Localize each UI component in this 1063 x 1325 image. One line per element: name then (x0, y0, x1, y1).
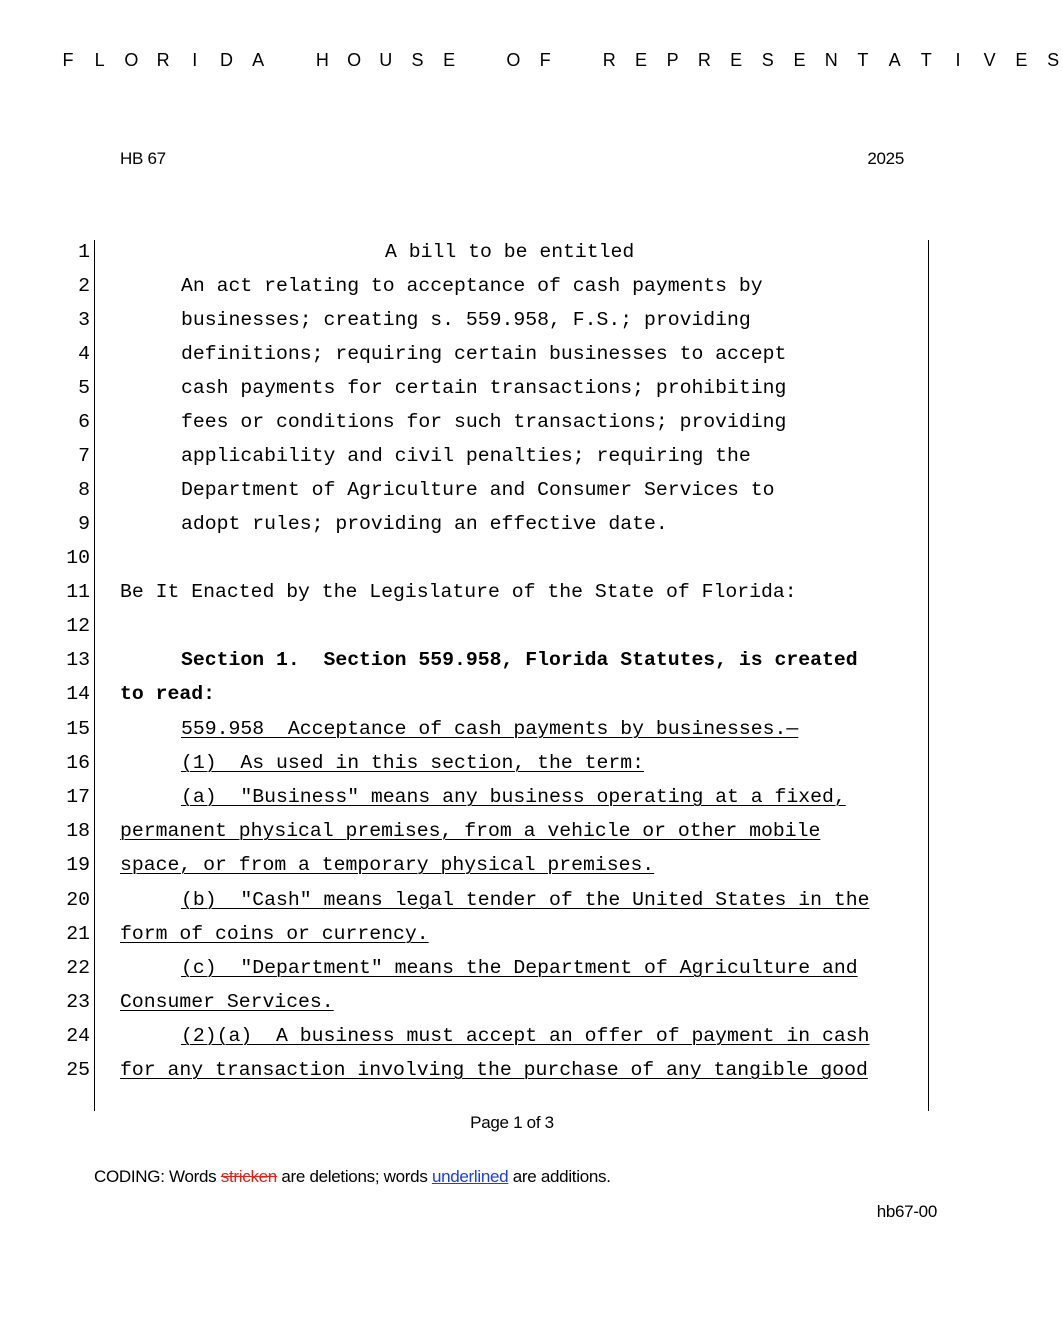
bill-line (0, 371, 1024, 405)
chamber-letter: A (888, 50, 901, 70)
bill-line (0, 609, 1024, 643)
added-text: space, or from a temporary physical premises. (120, 854, 655, 876)
line-text: cash payments for certain transactions; prohibiting (181, 377, 787, 399)
bill-line (0, 780, 1024, 814)
chamber-title (0, 48, 1060, 78)
bill-title: A bill to be entitled (385, 241, 635, 263)
chamber-letter: S (411, 50, 424, 70)
chamber-letter: I (192, 50, 198, 70)
bill-line (0, 746, 1024, 780)
added-text: (a) "Business" means any business operating at a fixed, (181, 786, 846, 808)
document-code: hb67-00 (876, 1202, 937, 1221)
added-text: (b) "Cash" means legal tender of the United States in the (181, 889, 870, 911)
line-number: 21 (66, 923, 90, 945)
line-number: 10 (66, 547, 90, 569)
line-number: 2 (78, 275, 90, 297)
coding-prefix: CODING: Words (94, 1167, 221, 1186)
chamber-letter: R (602, 50, 616, 70)
line-number: 22 (66, 957, 90, 979)
bill-line (0, 235, 1024, 269)
line-number: 12 (66, 615, 90, 637)
line-text: definitions; requiring certain businesses to accept (181, 343, 787, 365)
line-number: 9 (78, 513, 90, 535)
line-number: 16 (66, 752, 90, 774)
bill-year: 2025 (867, 149, 904, 168)
bill-line (0, 917, 1024, 951)
coding-legend (94, 1166, 611, 1188)
chamber-letter: I (955, 50, 961, 70)
line-number: 24 (66, 1025, 90, 1047)
line-text: applicability and civil penalties; requiring the (181, 445, 751, 467)
chamber-letter: R (697, 50, 711, 70)
added-text: form of coins or currency. (120, 923, 429, 945)
chamber-letter: U (379, 50, 393, 70)
bill-line (0, 883, 1024, 917)
chamber-letter: L (94, 50, 105, 70)
chamber-letter: E (443, 50, 456, 70)
bill-line (0, 712, 1024, 746)
bill-line (0, 269, 1024, 303)
bill-line (0, 541, 1024, 575)
line-number: 15 (66, 718, 90, 740)
chamber-letter: H (315, 50, 329, 70)
line-number: 14 (66, 683, 90, 705)
coding-middle: are deletions; words (276, 1167, 432, 1186)
added-text: Consumer Services. (120, 991, 334, 1013)
bill-line (0, 643, 1024, 677)
line-text: Department of Agriculture and Consumer Services to (181, 479, 775, 501)
line-number: 8 (78, 479, 90, 501)
chamber-letter: R (156, 50, 170, 70)
chamber-letter: T (920, 50, 932, 70)
line-number: 13 (66, 649, 90, 671)
added-text: (2)(a) A business must accept an offer of payment in cash (181, 1025, 870, 1047)
enacting-clause: Be It Enacted by the Legislature of the State of Florida: (120, 581, 797, 603)
bill-line (0, 439, 1024, 473)
line-number: 1 (78, 241, 90, 263)
line-number: 4 (78, 343, 90, 365)
line-number: 23 (66, 991, 90, 1013)
page-number: Page 1 of 3 (470, 1113, 554, 1132)
line-number: 20 (66, 889, 90, 911)
coding-suffix: are additions. (508, 1167, 611, 1186)
chamber-letter: E (1015, 50, 1028, 70)
bill-line (0, 1053, 1024, 1087)
bill-line (0, 303, 1024, 337)
line-text: An act relating to acceptance of cash payments by (181, 275, 763, 297)
line-text: fees or conditions for such transactions; providing (181, 411, 787, 433)
added-text: (1) As used in this section, the term: (181, 752, 644, 774)
section-heading: to read: (120, 683, 215, 705)
line-number: 17 (66, 786, 90, 808)
section-heading: Section 1. Section 559.958, Florida Statutes, is created (181, 649, 858, 671)
chamber-letter: S (761, 50, 774, 70)
bill-number: HB 67 (120, 149, 166, 168)
chamber-letter: O (124, 50, 139, 70)
line-text: adopt rules; providing an effective date. (181, 513, 668, 535)
chamber-letter: N (824, 50, 838, 70)
line-number: 6 (78, 411, 90, 433)
chamber-letter: A (252, 50, 265, 70)
chamber-letter: E (793, 50, 806, 70)
bill-line (0, 951, 1024, 985)
chamber-letter: E (730, 50, 743, 70)
chamber-letter: P (666, 50, 679, 70)
added-text: 559.958 Acceptance of cash payments by businesses.— (181, 718, 799, 740)
chamber-letter: D (220, 50, 233, 70)
bill-line (0, 985, 1024, 1019)
bill-line (0, 814, 1024, 848)
added-text: permanent physical premises, from a vehicle or other mobile (120, 820, 821, 842)
line-number: 25 (66, 1059, 90, 1081)
chamber-letter: T (857, 50, 869, 70)
bill-line (0, 1019, 1024, 1053)
chamber-letter: O (347, 50, 362, 70)
bill-line (0, 337, 1024, 371)
bill-line (0, 575, 1024, 609)
bill-line (0, 473, 1024, 507)
added-text: (c) "Department" means the Department of Agriculture and (181, 957, 858, 979)
bill-line (0, 848, 1024, 882)
line-number: 5 (78, 377, 90, 399)
chamber-letter: F (539, 50, 551, 70)
bill-line (0, 507, 1024, 541)
chamber-letter: V (983, 50, 996, 70)
bill-line (0, 677, 1024, 711)
chamber-letter: E (634, 50, 647, 70)
chamber-letter: F (62, 50, 74, 70)
added-text: for any transaction involving the purchase of any tangible good (120, 1059, 868, 1081)
line-text: businesses; creating s. 559.958, F.S.; providing (181, 309, 751, 331)
line-number: 11 (66, 581, 90, 603)
line-number: 19 (66, 854, 90, 876)
chamber-letter: S (1047, 50, 1060, 70)
line-number: 7 (78, 445, 90, 467)
chamber-letter: O (506, 50, 521, 70)
bill-line (0, 405, 1024, 439)
line-number: 18 (66, 820, 90, 842)
coding-stricken-sample: stricken (220, 1167, 277, 1186)
line-number: 3 (78, 309, 90, 331)
coding-underlined-sample: underlined (431, 1167, 509, 1186)
